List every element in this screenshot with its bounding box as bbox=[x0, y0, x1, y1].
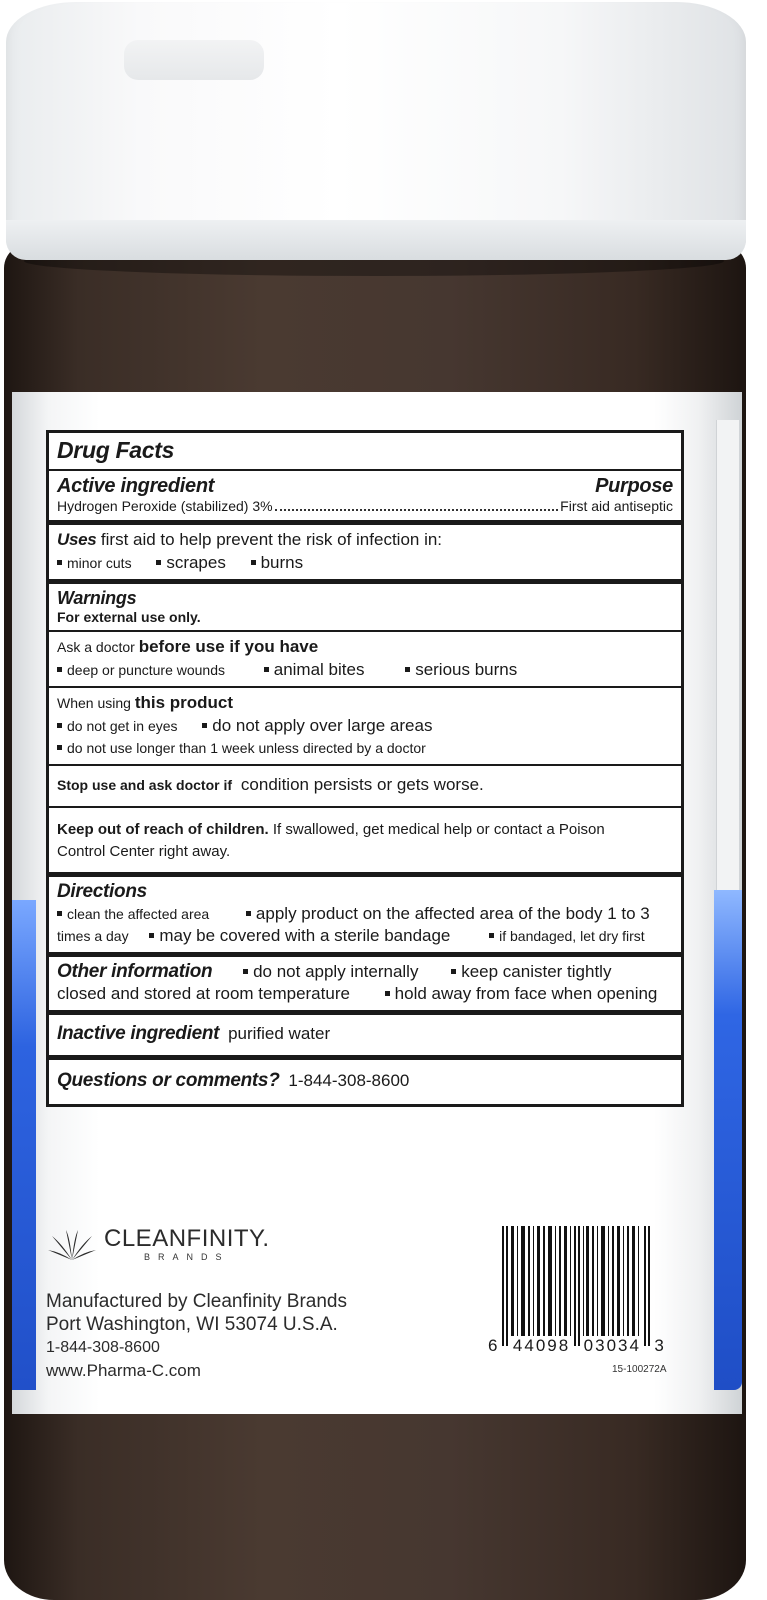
manufacturer-phone: 1-844-308-8600 bbox=[46, 1339, 160, 1356]
brand-logo bbox=[46, 1220, 270, 1262]
bullet-icon bbox=[156, 560, 161, 565]
brand-subtitle: BRANDS bbox=[144, 1252, 230, 1262]
bullet-icon bbox=[57, 560, 62, 565]
bullet-icon bbox=[202, 723, 207, 728]
directions-section bbox=[49, 877, 681, 957]
leaf-logo-icon bbox=[46, 1220, 98, 1262]
warnings-heading: Warnings bbox=[57, 588, 137, 608]
directions-item: if bandaged, let dry first bbox=[499, 928, 645, 944]
other-info-item: do not apply internally bbox=[253, 962, 419, 981]
directions-item-cont: times a day bbox=[57, 928, 129, 944]
uses-heading: Uses bbox=[57, 530, 97, 549]
active-ingredient-name: Hydrogen Peroxide (stabilized) 3% bbox=[57, 498, 273, 514]
uses-text: first aid to help prevent the risk of infection in: bbox=[100, 530, 443, 549]
inactive-section bbox=[49, 1015, 681, 1060]
label-side-panel bbox=[716, 420, 739, 890]
bullet-icon bbox=[243, 969, 248, 974]
keep-out-text-a: If swallowed, get medical help or contact a Poison bbox=[268, 821, 605, 838]
questions-heading: Questions or comments? bbox=[57, 1070, 280, 1091]
uses-item: minor cuts bbox=[67, 555, 132, 571]
questions-section bbox=[49, 1060, 681, 1104]
other-info-item: hold away from face when opening bbox=[394, 984, 658, 1003]
ask-doctor-item: deep or puncture wounds bbox=[67, 662, 225, 678]
bullet-icon bbox=[385, 991, 390, 996]
stop-use-heading: Stop use and ask doctor if bbox=[57, 777, 233, 793]
other-info-heading: Other information bbox=[57, 961, 213, 982]
ask-doctor-heading-a: Ask a doctor bbox=[57, 639, 139, 655]
bullet-icon bbox=[451, 969, 456, 974]
barcode-first-digit: 6 bbox=[488, 1336, 500, 1355]
drug-facts-title: Drug Facts bbox=[57, 437, 175, 463]
inactive-heading: Inactive ingredient bbox=[57, 1023, 220, 1044]
barcode-right-group: 03034 bbox=[583, 1336, 641, 1355]
keep-out-section bbox=[49, 808, 681, 877]
bullet-icon bbox=[405, 667, 410, 672]
directions-item: clean the affected area bbox=[67, 906, 210, 922]
warnings-section bbox=[49, 584, 681, 632]
leader-dots bbox=[275, 509, 559, 511]
stop-use-section bbox=[49, 766, 681, 808]
manufacturer-address: Port Washington, WI 53074 U.S.A. bbox=[46, 1314, 338, 1335]
ask-doctor-section bbox=[49, 632, 681, 688]
keep-out-heading: Keep out of reach of children. bbox=[57, 821, 269, 838]
bullet-icon bbox=[57, 667, 62, 672]
questions-phone: 1-844-308-8600 bbox=[288, 1071, 410, 1090]
when-using-section bbox=[49, 688, 681, 766]
directions-item: apply product on the affected area of the body 1 to 3 bbox=[255, 904, 650, 923]
lid-rim bbox=[6, 220, 746, 260]
bullet-icon bbox=[489, 933, 494, 938]
lid-flip-tab bbox=[124, 40, 264, 80]
barcode-number bbox=[488, 1336, 666, 1356]
manufacturer-website: www.Pharma-C.com bbox=[46, 1361, 201, 1380]
ask-doctor-item: serious burns bbox=[415, 660, 518, 679]
uses-item: burns bbox=[260, 553, 304, 572]
active-ingredient-section bbox=[49, 471, 681, 525]
when-using-item: do not use longer than 1 week unless directed by a doctor bbox=[67, 740, 426, 756]
inactive-text: purified water bbox=[228, 1024, 331, 1043]
purpose-heading: Purpose bbox=[595, 475, 673, 497]
when-using-heading-b: this product bbox=[134, 693, 234, 712]
bullet-icon bbox=[57, 911, 62, 916]
barcode-left-group: 44098 bbox=[512, 1336, 571, 1355]
when-using-heading-a: When using bbox=[57, 695, 135, 711]
lot-code: 15-100272A bbox=[612, 1364, 667, 1375]
stop-use-text: condition persists or gets worse. bbox=[240, 775, 484, 794]
ask-doctor-item: animal bites bbox=[273, 660, 365, 679]
uses-item: scrapes bbox=[166, 553, 226, 572]
uses-section bbox=[49, 525, 681, 584]
bullet-icon bbox=[149, 933, 154, 938]
directions-item: may be covered with a sterile bandage bbox=[159, 926, 451, 945]
manufacturer-line: Manufactured by Cleanfinity Brands bbox=[46, 1291, 347, 1312]
drug-facts-panel bbox=[46, 430, 684, 1107]
upc-barcode bbox=[498, 1226, 658, 1346]
bullet-icon bbox=[264, 667, 269, 672]
other-info-item-cont: closed and stored at room temperature bbox=[57, 984, 350, 1003]
warnings-text: For external use only. bbox=[57, 609, 201, 625]
when-using-item: do not apply over large areas bbox=[212, 716, 433, 735]
barcode-check-digit: 3 bbox=[654, 1336, 666, 1355]
keep-out-text-b: Control Center right away. bbox=[57, 843, 231, 860]
bullet-icon bbox=[246, 911, 251, 916]
ask-doctor-heading-b: before use if you have bbox=[138, 637, 319, 656]
bullet-icon bbox=[57, 745, 62, 750]
manufacturer-info bbox=[46, 1290, 347, 1382]
bullet-icon bbox=[57, 723, 62, 728]
brand-name: CLEANFINITY. bbox=[104, 1225, 270, 1252]
when-using-item: do not get in eyes bbox=[67, 718, 178, 734]
blue-wave-right bbox=[714, 890, 742, 1390]
directions-heading: Directions bbox=[57, 881, 147, 902]
other-info-section bbox=[49, 957, 681, 1015]
other-info-item: keep canister tightly bbox=[461, 962, 612, 981]
active-ingredient-heading: Active ingredient bbox=[57, 475, 215, 497]
active-ingredient-purpose: First aid antiseptic bbox=[560, 498, 673, 514]
drug-facts-title-section bbox=[49, 433, 681, 471]
blue-wave-left bbox=[12, 900, 36, 1390]
bullet-icon bbox=[251, 560, 256, 565]
